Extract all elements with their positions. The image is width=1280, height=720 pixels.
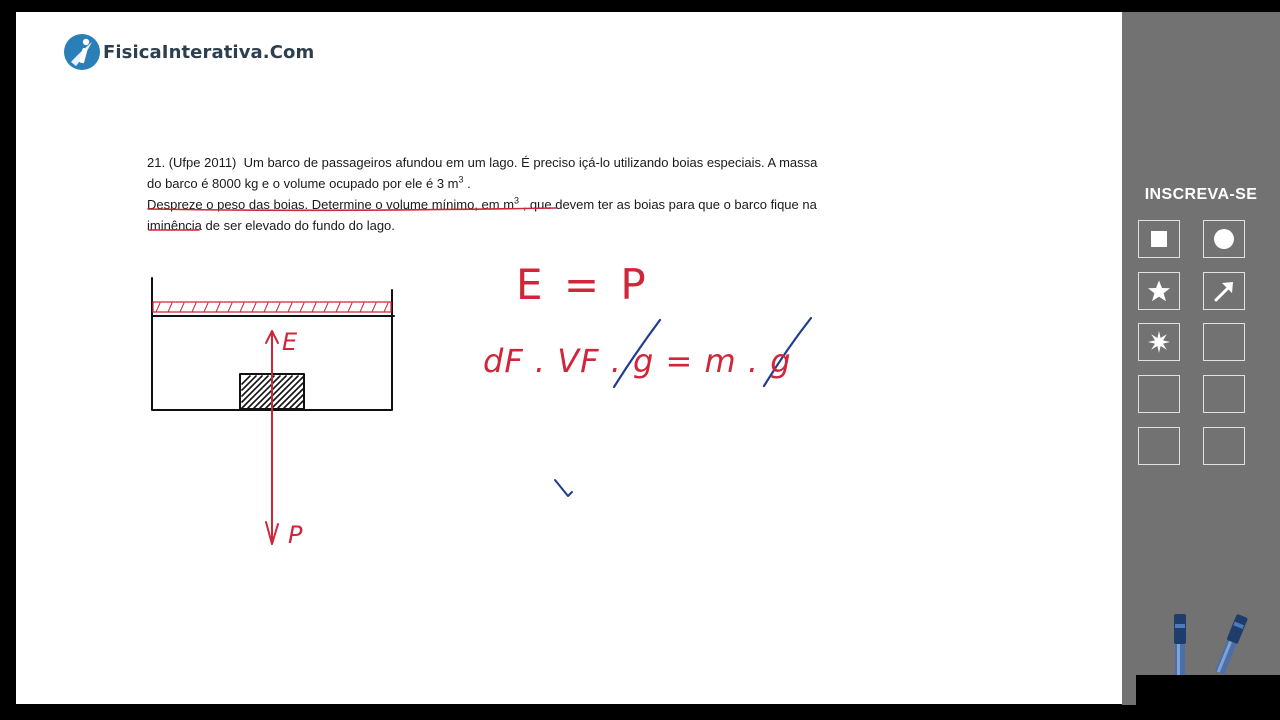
burst-icon bbox=[1147, 330, 1171, 354]
tool-empty-button[interactable] bbox=[1138, 375, 1180, 413]
problem-text-2-end: . bbox=[467, 176, 471, 191]
underline-stroke bbox=[148, 208, 556, 210]
circle-icon bbox=[1213, 228, 1235, 250]
superscript: 3 bbox=[514, 195, 520, 206]
tool-empty-button[interactable] bbox=[1203, 375, 1245, 413]
ink-layer bbox=[16, 12, 1122, 704]
tool-empty-button[interactable] bbox=[1203, 323, 1245, 361]
subscribe-title: INSCREVA-SE bbox=[1144, 186, 1258, 203]
problem-source: (Ufpe 2011) bbox=[168, 155, 237, 170]
tool-empty-button[interactable] bbox=[1203, 427, 1245, 465]
panel-edge bbox=[1122, 675, 1136, 705]
superscript: 3 bbox=[458, 174, 464, 185]
problem-text-2: do barco é 8000 kg e o volume ocupado por ele é 3 m bbox=[147, 176, 459, 191]
dark-marker-icon[interactable] bbox=[1214, 614, 1248, 675]
force-label-p: P bbox=[288, 521, 303, 549]
problem-text-3: Despreze o peso das boias. Determine o volume mínimo, em m bbox=[147, 197, 515, 212]
tool-arrow-button[interactable] bbox=[1203, 272, 1245, 310]
problem-text-4: de ser elevado do fundo do lago. bbox=[201, 218, 395, 233]
problem-text-4-underlined: iminência bbox=[147, 218, 202, 233]
problem-text-3-end: , que devem ter as boias para que o barco fique na bbox=[522, 197, 817, 212]
tool-star-button[interactable] bbox=[1138, 272, 1180, 310]
force-label-e: E bbox=[282, 328, 298, 356]
problem-text-1: Um barco de passageiros afundou em um lago. É preciso içá-lo utilizando boias especiais. A massa bbox=[243, 155, 818, 170]
tool-burst-button[interactable] bbox=[1138, 323, 1180, 361]
arrow-icon bbox=[1212, 279, 1236, 303]
brand-name: FisicaInterativa.Com bbox=[103, 41, 315, 63]
square-icon bbox=[1149, 229, 1169, 249]
tool-circle-button[interactable] bbox=[1203, 220, 1245, 258]
marker-pens[interactable] bbox=[1162, 612, 1252, 675]
water-line-red bbox=[153, 302, 391, 312]
tool-empty-button[interactable] bbox=[1138, 427, 1180, 465]
pen-mark bbox=[555, 480, 572, 496]
whiteboard bbox=[16, 12, 1122, 704]
star-icon bbox=[1147, 279, 1171, 303]
equation-2: dF . VF . g = m . g bbox=[483, 342, 792, 380]
subscribe-panel bbox=[1122, 12, 1280, 675]
problem-number: 21. bbox=[147, 155, 166, 170]
tool-square-button[interactable] bbox=[1138, 220, 1180, 258]
equation-1: E = P bbox=[516, 260, 650, 309]
blue-marker-icon[interactable] bbox=[1174, 614, 1186, 675]
